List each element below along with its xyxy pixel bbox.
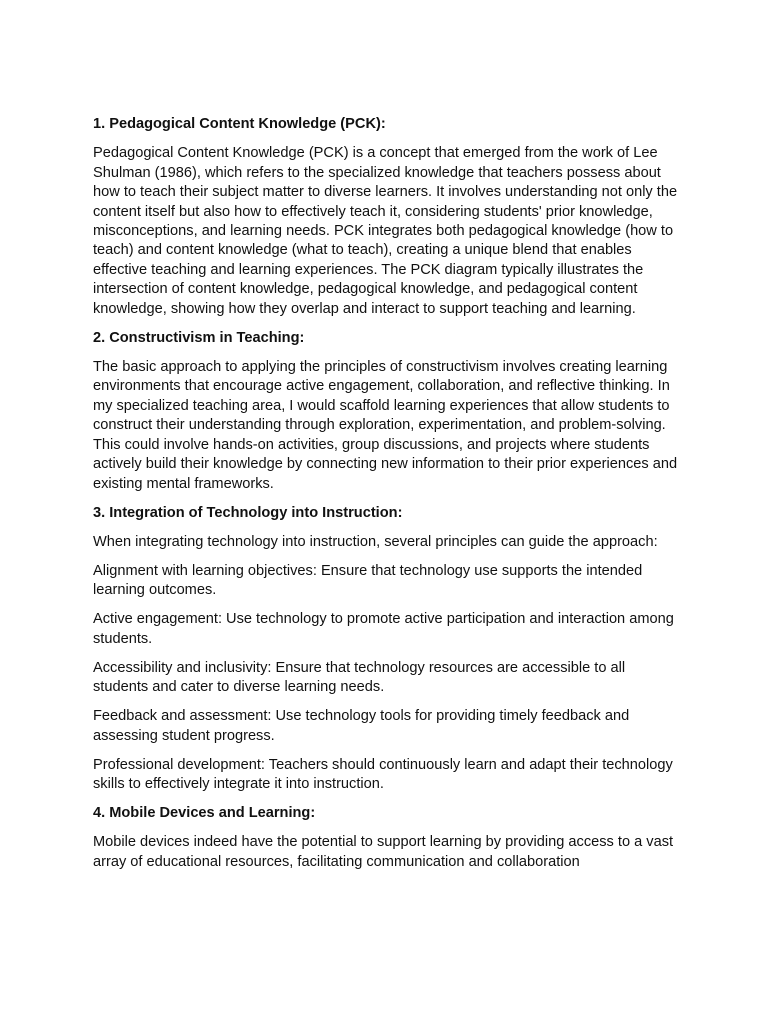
section-heading: 1. Pedagogical Content Knowledge (PCK): (93, 116, 386, 132)
paragraph: Alignment with learning objectives: Ensure that technology use supports the intended learning outcomes. (93, 562, 643, 599)
paragraph: When integrating technology into instruction, several principles can guide the approach: (93, 533, 658, 550)
section-mobile-devices (93, 804, 683, 872)
section-constructivism (93, 329, 683, 494)
section-heading: 2. Constructivism in Teaching: (93, 329, 305, 346)
paragraph: Pedagogical Content Knowledge (PCK) is a concept that emerged from the work of Lee Shulman (1986), which refers to the specialized knowledge that teachers possess about how to teach their subject matter to diverse learners. It involves understanding not only the content itself but also how to effectively teach it, considering students' prior knowledge, misconceptions, and learning needs. PCK integrates both pedagogical knowledge (how to teach) and content knowledge (what to teach), creating a unique blend that enables effective teaching and learning experiences. The PCK diagram typically illustrates the intersection of content knowledge, pedagogical knowledge, and pedagogical content knowledge, showing how they overlap and interact to support teaching and learning. (93, 145, 678, 317)
paragraph: Accessibility and inclusivity: Ensure that technology resources are accessible to all students and cater to diverse learning needs. (93, 659, 626, 696)
paragraph: Professional development: Teachers should continuously learn and adapt their technology skills to effectively integrate it into instruction. (93, 756, 673, 792)
paragraph: Mobile devices indeed have the potential to support learning by providing access to a vast array of educational resources, facilitating communication and collaboration (93, 834, 674, 870)
document-page (93, 115, 683, 882)
paragraph: The basic approach to applying the principles of constructivism involves creating learning environments that encourage active engagement, collaboration, and reflective thinking. In my specialized teaching area, I would scaffold learning experiences that allow students to construct their understanding through exploration, experimentation, and problem-solving. This could involve hands-on activities, group discussions, and projects where students actively build their knowledge by connecting new information to their prior experiences and existing mental frameworks. (93, 359, 678, 492)
section-pck (93, 115, 683, 319)
paragraph: Active engagement: Use technology to promote active participation and interaction among students. (93, 611, 674, 647)
paragraph: Feedback and assessment: Use technology tools for providing timely feedback and assessing student progress. (93, 708, 630, 744)
section-technology-integration (93, 504, 683, 795)
section-heading: 3. Integration of Technology into Instruction: (93, 504, 403, 521)
section-heading: 4. Mobile Devices and Learning: (93, 804, 316, 821)
